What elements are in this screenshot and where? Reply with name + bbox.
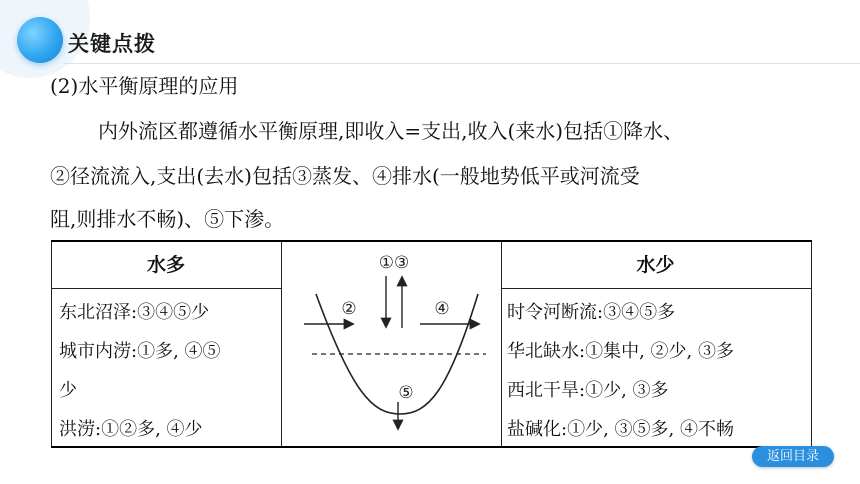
- list-item: 时令河断流:③④⑤多: [507, 302, 676, 323]
- header-bullet-icon: [17, 17, 63, 63]
- list-item: 西北干旱:①少, ③多: [507, 380, 669, 401]
- table-border: [811, 242, 812, 446]
- paragraph-line: ②径流流入,支出(去水)包括③蒸发、④排水(一般地势低平或河流受: [50, 164, 640, 188]
- back-to-contents-button[interactable]: 返回目录: [752, 446, 834, 467]
- header-water-surplus: 水多: [146, 254, 185, 276]
- list-item: 洪涝:①②多, ④少: [59, 419, 203, 440]
- water-balance-table: [51, 240, 812, 448]
- list-item: 盐碱化:①少, ③⑤多, ④不畅: [507, 419, 734, 440]
- list-item: 少: [59, 380, 77, 401]
- page-title: 关键点拨: [68, 32, 156, 56]
- label-outflow: ④: [434, 299, 450, 319]
- paragraph-line: 内外流区都遵循水平衡原理,即收入=支出,收入(来水)包括①降水、: [98, 119, 684, 143]
- list-item: 城市内涝:①多, ④⑤: [59, 341, 221, 362]
- label-infiltration: ⑤: [398, 383, 414, 403]
- list-item: 东北沼泽:③④⑤少: [59, 302, 210, 323]
- paragraph-line: 阻,则排水不畅)、⑤下渗。: [50, 207, 285, 231]
- header-water-shortage: 水少: [636, 254, 675, 276]
- label-precip-evap: ①③: [378, 253, 410, 273]
- sub-heading: (2)水平衡原理的应用: [50, 74, 239, 98]
- surplus-cases: [59, 293, 221, 449]
- header-divider: [64, 63, 860, 64]
- water-balance-diagram: [282, 242, 501, 446]
- list-item: 华北缺水:①集中, ②少, ③多: [507, 341, 734, 362]
- shortage-cases: [507, 293, 734, 449]
- label-inflow: ②: [341, 299, 357, 319]
